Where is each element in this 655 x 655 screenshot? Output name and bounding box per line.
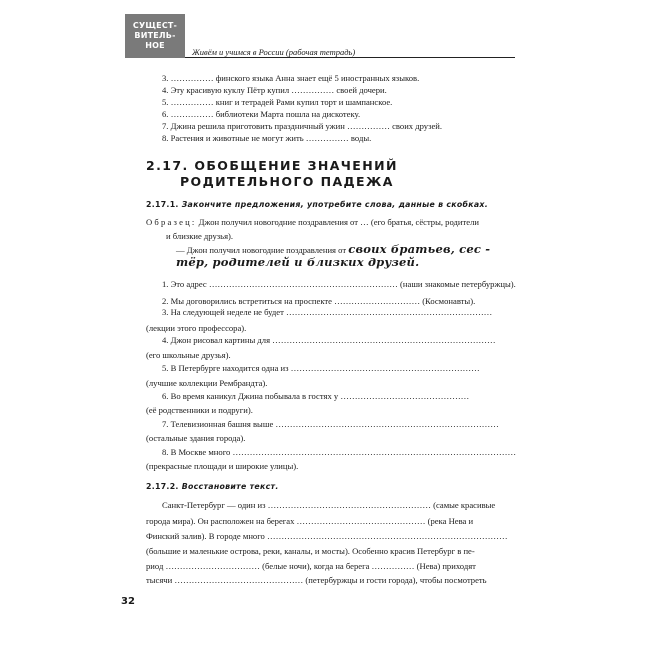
sample-line-2: и близкие друзья). bbox=[166, 231, 234, 241]
intro-item-3: 3. …………… финского языка Анна знает ещё 5 иностранных языков. bbox=[162, 73, 420, 83]
exercise-2-heading bbox=[146, 482, 279, 491]
running-header-title: Живём и учимся в России (рабочая тетрадь) bbox=[192, 47, 356, 57]
sample-answer-prefix: — Джон получил новогодние поздравления от bbox=[176, 245, 347, 255]
exercise-2-line-2: города мира). Он расположен на берегах ……………………………………… (река Нева и bbox=[146, 516, 474, 526]
section-title-line2: РОДИТЕЛЬНОГО ПАДЕЖА bbox=[180, 174, 394, 189]
header-rule bbox=[185, 57, 515, 58]
exercise-1-line-8: 8. В Москве много ……………………………………………………………………………………… bbox=[162, 447, 517, 457]
exercise-1-heading bbox=[146, 200, 488, 209]
exercise-1-line-8-cont: (прекрасные площади и широкие улицы). bbox=[146, 461, 299, 471]
exercise-1-number: 2.17.1. bbox=[146, 200, 179, 209]
sample-answer-handwritten-2: тёр, родителей и близких друзей. bbox=[176, 255, 420, 269]
intro-item-4: 4. Эту красивую куклу Пётр купил …………… своей дочери. bbox=[162, 85, 387, 95]
exercise-2-line-5: риод …………………………… (белые ночи), когда на берега …………… (Нева) приходят bbox=[146, 561, 476, 571]
exercise-2-task: Восстановите текст. bbox=[181, 482, 279, 491]
exercise-2-number: 2.17.2. bbox=[146, 482, 179, 491]
sample-text-1: Джон получил новогодние поздравления от … (его братья, сёстры, родители bbox=[198, 217, 479, 227]
sample-answer-handwritten-1: своих братьев, сес - bbox=[348, 242, 491, 256]
sample-line-1 bbox=[146, 217, 479, 228]
exercise-1-line-6-cont: (её родственники и подруги). bbox=[146, 405, 253, 415]
exercise-1-line-4-cont: (его школьные друзья). bbox=[146, 350, 231, 360]
chapter-tab-label: СУЩЕСТ- ВИТЕЛЬ- НОЕ bbox=[132, 21, 178, 50]
chapter-tab bbox=[125, 14, 185, 58]
exercise-1-line-4: 4. Джон рисовал картины для …………………………………………………………………… bbox=[162, 335, 496, 345]
exercise-1-line-3-cont: (лекции этого профессора). bbox=[146, 323, 247, 333]
section-title-line1: 2.17. ОБОБЩЕНИЕ ЗНАЧЕНИЙ bbox=[146, 158, 398, 173]
exercise-2-line-1: Санкт-Петербург — один из ………………………………………………… (самые красивые bbox=[162, 500, 496, 510]
exercise-1-line-1: 1. Это адрес ………………………………………………………… (наши знакомые петербуржцы). bbox=[162, 279, 516, 289]
exercise-1-line-5-cont: (лучшие коллекции Рембрандта). bbox=[146, 378, 268, 388]
intro-item-5: 5. …………… книг и тетрадей Рами купил торт и шампанское. bbox=[162, 97, 393, 107]
exercise-1-line-2: 2. Мы договорились встретиться на проспекте ………………………… (Космонавты). bbox=[162, 296, 476, 306]
sample-label: Образец: bbox=[146, 217, 197, 227]
page-number: 32 bbox=[121, 596, 135, 607]
exercise-1-line-5: 5. В Петербурге находится одна из ………………………………………………………… bbox=[162, 363, 480, 373]
exercise-2-line-4: (большие и маленькие острова, реки, каналы, и мосты). Особенно красив Петербург в пе- bbox=[146, 546, 475, 556]
exercise-1-line-6: 6. Во время каникул Джина побывала в гостях у ……………………………………… bbox=[162, 391, 470, 401]
intro-item-8: 8. Растения и животные не могут жить …………… воды. bbox=[162, 133, 372, 143]
exercise-1-task: Закончите предложения, употребите слова, данные в скобках. bbox=[181, 200, 488, 209]
exercise-1-line-7: 7. Телевизионная башня выше …………………………………………………………………… bbox=[162, 419, 499, 429]
intro-item-7: 7. Джина решила приготовить праздничный ужин …………… своих друзей. bbox=[162, 121, 443, 131]
exercise-2-line-6: тысячи ……………………………………… (петербуржцы и гости города), чтобы посмотреть bbox=[146, 575, 487, 585]
exercise-1-line-7-cont: (остальные здания города). bbox=[146, 433, 246, 443]
exercise-1-line-3: 3. На следующей неделе не будет ……………………………………………………………… bbox=[162, 307, 493, 317]
intro-item-6: 6. …………… библиотеки Марта пошла на дискотеку. bbox=[162, 109, 361, 119]
exercise-2-line-3: Финский залив). В городе много ………………………………………………………………………… bbox=[146, 531, 508, 541]
